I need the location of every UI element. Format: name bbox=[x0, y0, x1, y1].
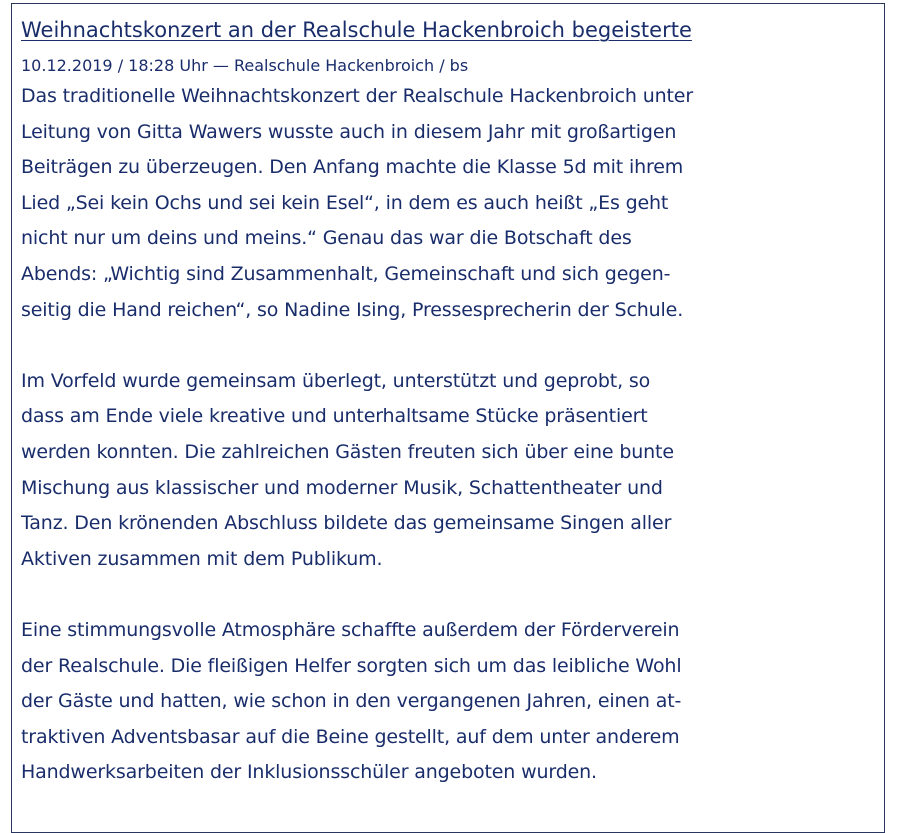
text-line: seitig die Hand reichen“, so Nadine Ising, Pressesprecherin der Schule. bbox=[21, 298, 684, 321]
article-body bbox=[21, 79, 876, 791]
text-line: der Gäste und hatten, wie schon in den vergangenen Jahren, einen at- bbox=[21, 690, 682, 713]
article-headline-link[interactable]: Weihnachtskonzert an der Realschule Hackenbroich begeisterte bbox=[21, 18, 692, 42]
paragraph bbox=[21, 613, 876, 791]
text-line: Abends: „Wichtig sind Zusammenhalt, Gemeinschaft und sich gegen- bbox=[21, 262, 671, 285]
text-line: der Realschule. Die fleißigen Helfer sorgten sich um das leibliche Wohl bbox=[21, 654, 682, 677]
text-line: Aktiven zusammen mit dem Publikum. bbox=[21, 547, 383, 570]
text-line: Das traditionelle Weihnachtskonzert der Realschule Hackenbroich unter bbox=[21, 85, 693, 107]
text-line: werden konnten. Die zahlreichen Gästen freuten sich über eine bunte bbox=[21, 440, 674, 463]
text-line: Handwerksarbeiten der Inklusionsschüler angeboten wurden. bbox=[21, 761, 597, 784]
text-line: traktiven Adventsbasar auf die Beine gestellt, auf dem unter anderem bbox=[21, 725, 680, 748]
paragraph bbox=[21, 364, 876, 578]
text-line: Im Vorfeld wurde gemeinsam überlegt, unterstützt und geprobt, so bbox=[21, 369, 651, 392]
text-line: Eine stimmungsvolle Atmosphäre schaffte außerdem der Förderverein bbox=[21, 618, 680, 641]
text-line: Mischung aus klassischer und moderner Musik, Schattentheater und bbox=[21, 476, 663, 499]
text-line: Leitung von Gitta Wawers wusste auch in diesem Jahr mit großartigen bbox=[21, 120, 677, 143]
text-line: Tanz. Den krönenden Abschluss bildete das gemeinsame Singen aller bbox=[21, 512, 672, 535]
text-line: nicht nur um deins und meins.“ Genau das war die Botschaft des bbox=[21, 227, 632, 250]
text-line: dass am Ende viele kreative und unterhaltsame Stücke präsentiert bbox=[21, 405, 648, 428]
article-meta: 10.12.2019 / 18:28 Uhr — Realschule Hackenbroich / bs bbox=[21, 56, 469, 75]
text-line: Beiträgen zu überzeugen. Den Anfang machte die Klasse 5d mit ihrem bbox=[21, 156, 684, 179]
text-line: Lied „Sei kein Ochs und sei kein Esel“, in dem es auch heißt „Es geht bbox=[21, 191, 669, 214]
article-box bbox=[11, 3, 885, 833]
paragraph bbox=[21, 79, 876, 328]
